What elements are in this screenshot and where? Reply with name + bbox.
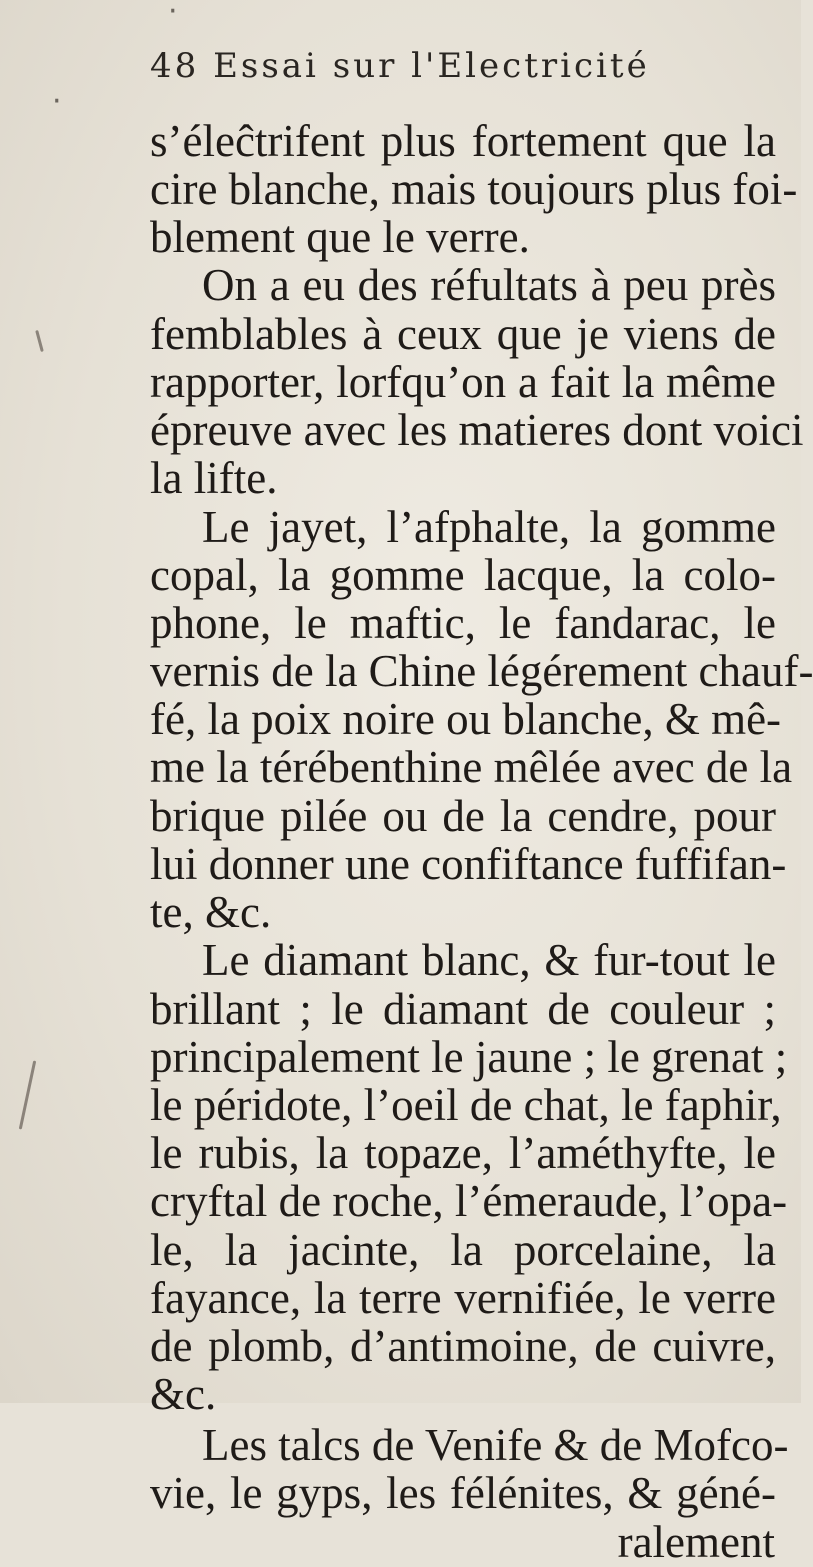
text-line: me la térébenthine mêlée avec de la <box>150 742 793 792</box>
text-line: phone, le maftic, le fandarac, le <box>150 598 776 648</box>
text-line: fé, la poix noire ou blanche, & mê- <box>150 694 782 744</box>
text-line: cryftal de roche, l’émeraude, l’opa- <box>150 1176 788 1226</box>
margin-dot: · <box>52 84 62 119</box>
text-line: le péridote, l’oeil de chat, le faphir, <box>150 1080 782 1130</box>
text-line: la lifte. <box>150 453 278 503</box>
text-line: épreuve avec les matieres dont voici <box>150 405 804 455</box>
text-line: rapporter, lorfqu’on a fait la même <box>150 357 776 407</box>
text-line: ralement <box>617 1517 775 1567</box>
text-line: principalement le jaune ; le grenat ; <box>150 1032 788 1082</box>
text-line: de plomb, d’antimoine, de cuivre, <box>150 1321 776 1371</box>
text-line: lui donner une confiftance fuffifan- <box>150 839 787 889</box>
text-line: brillant ; le diamant de couleur ; <box>150 984 776 1034</box>
running-head: 48 Essai sur l'Electricité <box>150 46 650 86</box>
text-line: &c. <box>150 1369 217 1419</box>
text-line: femblables à ceux que je viens de <box>150 309 776 359</box>
text-line: fayance, la terre vernifiée, le verre <box>150 1273 776 1323</box>
text-line: te, &c. <box>150 887 272 937</box>
text-line: cire blanche, mais toujours plus foi- <box>150 164 798 214</box>
text-line: vie, le gyps, les félénites, & géné- <box>150 1468 776 1518</box>
text-line: Le diamant blanc, & fur-tout le <box>202 935 776 985</box>
text-line: le rubis, la topaze, l’améthyfte, le <box>150 1128 776 1178</box>
text-line: vernis de la Chine légérement chauf- <box>150 646 813 696</box>
text-line: s’éleĉtrifent plus fortement que la <box>150 116 776 166</box>
edge-stroke <box>35 330 44 352</box>
text-line: brique pilée ou de la cendre, pour <box>150 791 776 841</box>
text-line: copal, la gomme lacque, la colo- <box>150 550 776 600</box>
text-line: Les talcs de Venife & de Mofco- <box>202 1420 789 1470</box>
edge-stroke <box>19 1060 36 1129</box>
text-line: On a eu des réfultats à peu près <box>202 260 776 310</box>
text-line: Le jayet, l’afphalte, la gomme <box>202 502 776 552</box>
text-line: blement que le verre. <box>150 212 530 262</box>
text-line: le, la jacinte, la porcelaine, la <box>150 1225 776 1275</box>
top-mark: · <box>168 0 178 29</box>
